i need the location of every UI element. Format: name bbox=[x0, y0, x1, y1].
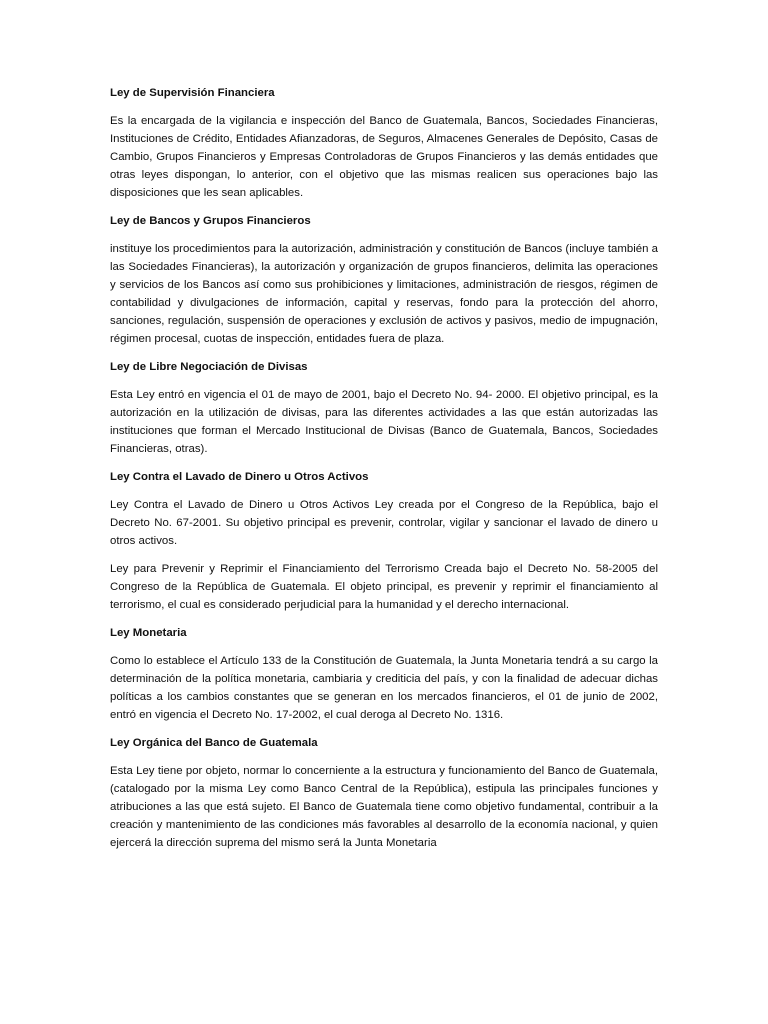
section-heading: Ley de Bancos y Grupos Financieros bbox=[110, 215, 311, 227]
section-paragraph: Es la encargada de la vigilancia e inspección del Banco de Guatemala, Bancos, Sociedades Financieras, Instituciones de Crédito, Entidades Afianzadoras, de Seguros, Almacenes Generales de Depósito, Casas de Cambio, Grupos Financieros y Empresas Controladoras de Grupos Financieros y las demás entidades que otras leyes dispongan, lo anterior, con el objetivo que las mismas realicen sus operaciones bajo las disposiciones que les sean aplicables. bbox=[110, 115, 658, 199]
section-heading: Ley de Supervisión Financiera bbox=[110, 87, 275, 99]
section-paragraph: Ley Contra el Lavado de Dinero u Otros Activos Ley creada por el Congreso de la República, bajo el Decreto No. 67-2001. Su objetivo principal es prevenir, controlar, vigilar y sancionar el lavado de dinero u otros activos. bbox=[110, 499, 658, 547]
section-paragraph: Esta Ley tiene por objeto, normar lo concerniente a la estructura y funcionamiento del Banco de Guatemala, (catalogado por la misma Ley como Banco Central de la República), estipula las principales funciones y atribuciones a las que está sujeto. El Banco de Guatemala tiene como objetivo fundamental, contribuir a la creación y mantenimiento de las condiciones más favorables al desarrollo de la economía nacional, y quien ejercerá la dirección suprema del mismo será la Junta Monetaria bbox=[110, 765, 658, 849]
section-libre-negociacion-divisas bbox=[110, 358, 658, 458]
section-lavado-de-dinero bbox=[110, 468, 658, 614]
section-paragraph: Ley para Prevenir y Reprimir el Financiamiento del Terrorismo Creada bajo el Decreto No. 58-2005 del Congreso de la República de Guatemala. El objeto principal, es prevenir y reprimir el financiamiento al terrorismo, el cual es considerado perjudicial para la humanidad y el derecho internacional. bbox=[110, 563, 658, 611]
section-ley-organica-banguat bbox=[110, 734, 658, 852]
section-heading: Ley Contra el Lavado de Dinero u Otros Activos bbox=[110, 471, 369, 483]
section-bancos-grupos-financieros bbox=[110, 212, 658, 348]
section-heading: Ley Monetaria bbox=[110, 627, 187, 639]
section-ley-monetaria bbox=[110, 624, 658, 724]
section-paragraph: instituye los procedimientos para la autorización, administración y constitución de Bancos (incluye también a las Sociedades Financieras), la autorización y organización de grupos financieros, delimita las operaciones y servicios de los Bancos así como sus prohibiciones y limitaciones, administración de riesgos, régimen de contabilidad y divulgaciones de información, capital y reservas, fondo para la protección del ahorro, sanciones, regulación, suspensión de operaciones y exclusión de activos y pasivos, medio de impugnación, régimen procesal, cuotas de inspección, entidades fuera de plaza. bbox=[110, 243, 658, 345]
section-heading: Ley de Libre Negociación de Divisas bbox=[110, 361, 308, 373]
section-heading: Ley Orgánica del Banco de Guatemala bbox=[110, 737, 318, 749]
section-paragraph: Como lo establece el Artículo 133 de la Constitución de Guatemala, la Junta Monetaria tendrá a su cargo la determinación de la política monetaria, cambiaria y crediticia del país, y con la finalidad de adecuar dichas políticas a los cambios constantes que se generan en los mercados financieros, el 01 de junio de 2002, entró en vigencia el Decreto No. 17-2002, el cual deroga al Decreto No. 1316. bbox=[110, 655, 658, 721]
section-paragraph: Esta Ley entró en vigencia el 01 de mayo de 2001, bajo el Decreto No. 94- 2000. El objetivo principal, es la autorización en la utilización de divisas, para las diferentes actividades a las que están autorizadas las instituciones que forman el Mercado Institucional de Divisas (Banco de Guatemala, Bancos, Sociedades Financieras, otras). bbox=[110, 389, 658, 455]
section-supervision-financiera bbox=[110, 84, 658, 202]
